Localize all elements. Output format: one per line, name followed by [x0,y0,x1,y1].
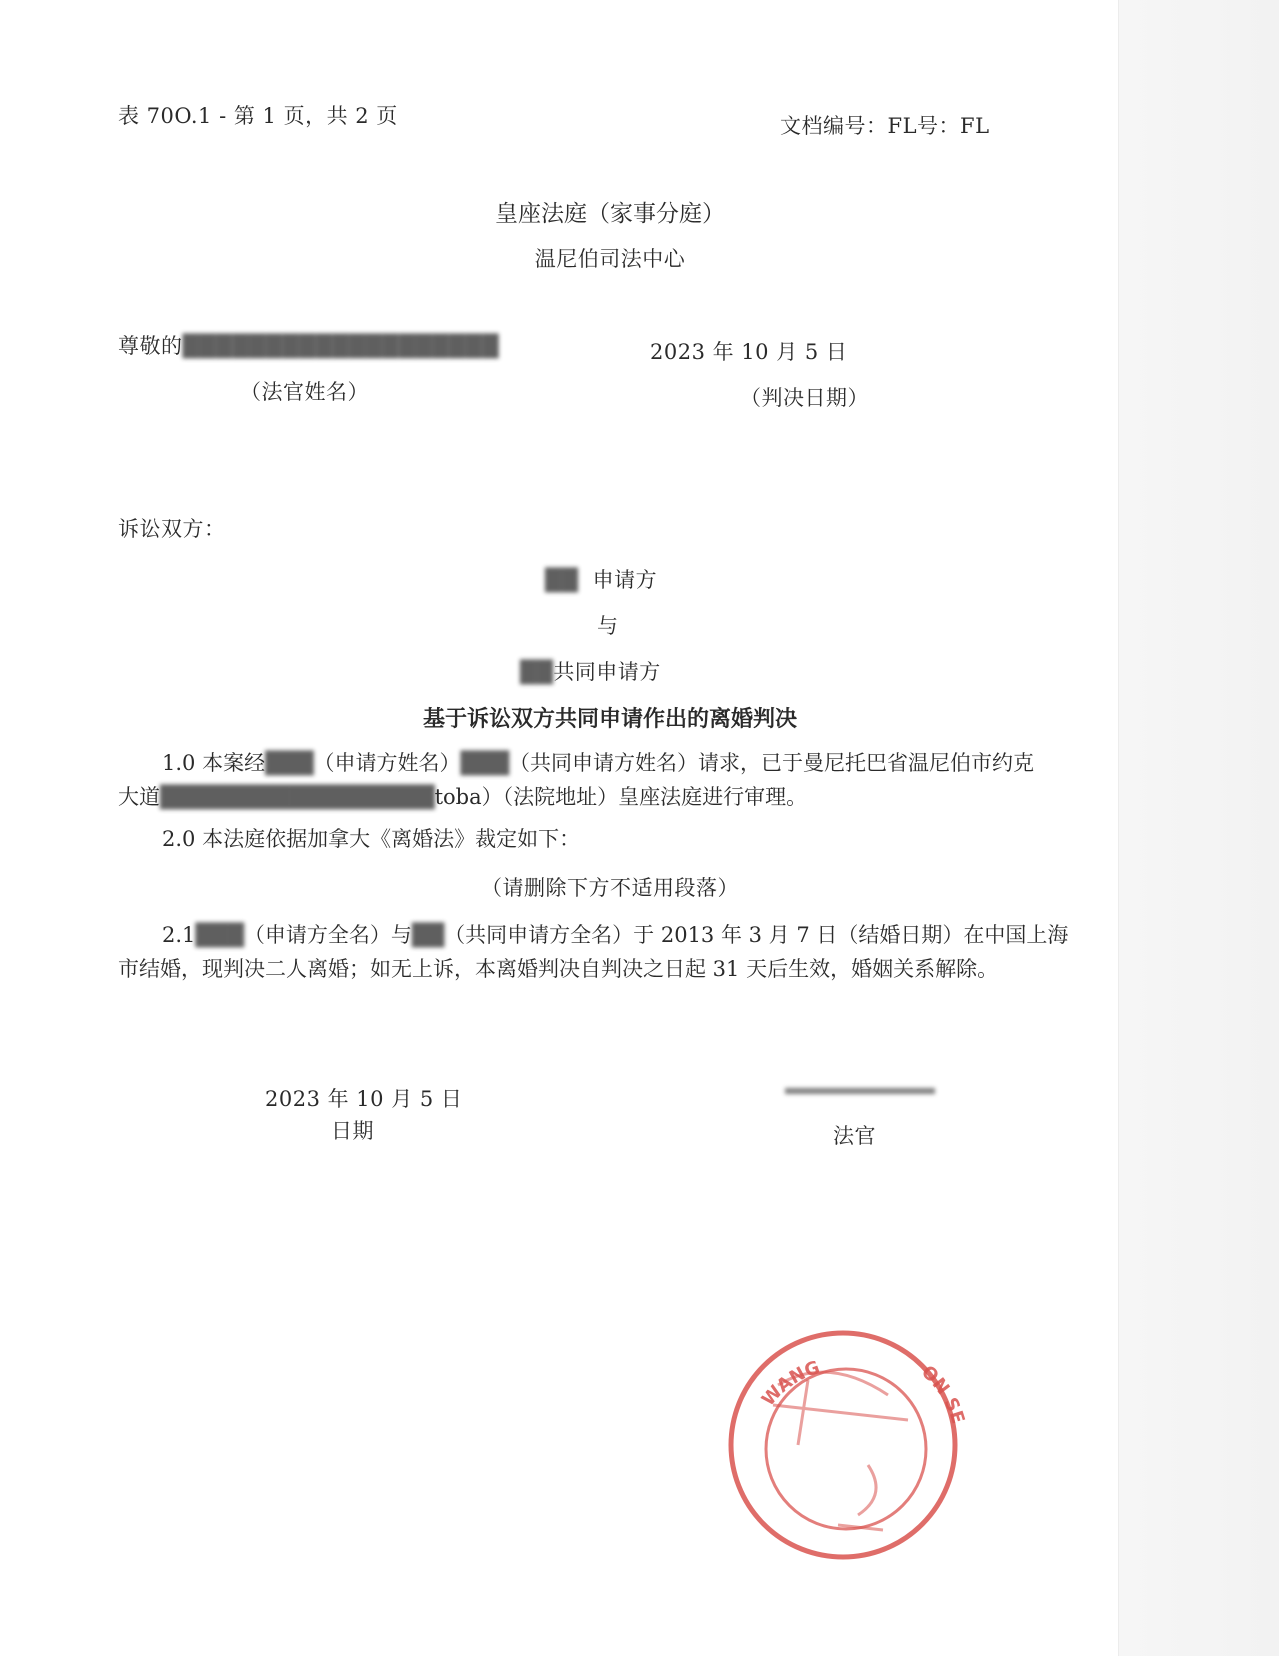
co-applicant-label: 共同申请方 [553,660,661,684]
applicant-line [545,564,657,594]
para-2-1-part-a: 2.1 [162,923,196,947]
redacted-court-address: █████████████████ [160,785,435,809]
redacted-applicant-name: ██ [545,568,579,592]
court-name: 皇座法庭（家事分庭） [495,201,725,227]
redacted-co-applicant: ███ [460,751,509,775]
redacted-applicant-full: ███ [195,923,244,947]
paragraph-2-0 [118,822,1158,856]
court-center: 温尼伯司法中心 [534,247,686,271]
paragraph-2-1 [118,918,1158,986]
delete-note: （请删除下方不适用段落） [481,876,739,900]
para-1-0-part-b: （申请方姓名） [313,751,461,775]
para-1-0-part-e: toba）（法院地址）皇座法庭进行审理。 [434,785,808,809]
and-label: 与 [597,614,619,638]
para-1-0-part-a: 1.0 本案经 [162,751,266,775]
court-seal-icon [718,1325,968,1570]
co-applicant-line [520,656,661,686]
judge-prefix [118,330,499,360]
para-2-0-text: 2.0 本法庭依据加拿大《离婚法》裁定如下： [162,827,581,851]
judge-prefix-text: 尊敬的 [118,334,183,358]
applicant-label: 申请方 [592,568,658,592]
signature-date-label: 日期 [331,1119,374,1143]
para-2-1-part-b: （申请方全名）与 [243,923,412,947]
form-page-number: 表 70O.1 - 第 1 页，共 2 页 [118,104,398,128]
seal-text-top: WANG [757,1356,823,1411]
redacted-applicant: ███ [265,751,314,775]
signature-date: 2023 年 10 月 5 日 [265,1087,463,1111]
redacted-judge-name: ███████████████████ [182,334,499,358]
parties-label: 诉讼双方： [118,517,226,541]
judgment-date: 2023 年 10 月 5 日 [650,340,848,364]
para-1-0-part-c: （共同申请方姓名）请求，已于曼尼托巴省温尼伯市约克 [508,751,1034,775]
redacted-co-applicant-name: ██ [520,660,554,684]
judge-signature-line [785,1088,935,1094]
judge-label: 法官 [833,1124,876,1148]
judgment-title: 基于诉讼双方共同申请作出的离婚判决 [422,706,797,732]
document-number: 文档编号：FL号：FL [780,114,990,138]
paragraph-1-0 [118,746,1158,814]
judge-name-caption: （法官姓名） [240,380,369,404]
redacted-co-applicant-full: ██ [411,923,445,947]
para-2-1-part-c: （共同申请方全名）于 2013 年 3 月 7 日（结婚日期）在中国上海 [444,923,1069,947]
svg-text:ON SE [917,1362,968,1427]
seal-text-side: ON SE [917,1361,968,1427]
para-1-0-part-d: 大道 [118,785,160,809]
para-2-1-part-d: 市结婚，现判决二人离婚；如无上诉，本离婚判决自判决之日起 31 天后生效，婚姻关系解除。 [118,957,999,981]
judgment-date-caption: （判决日期） [740,386,869,410]
